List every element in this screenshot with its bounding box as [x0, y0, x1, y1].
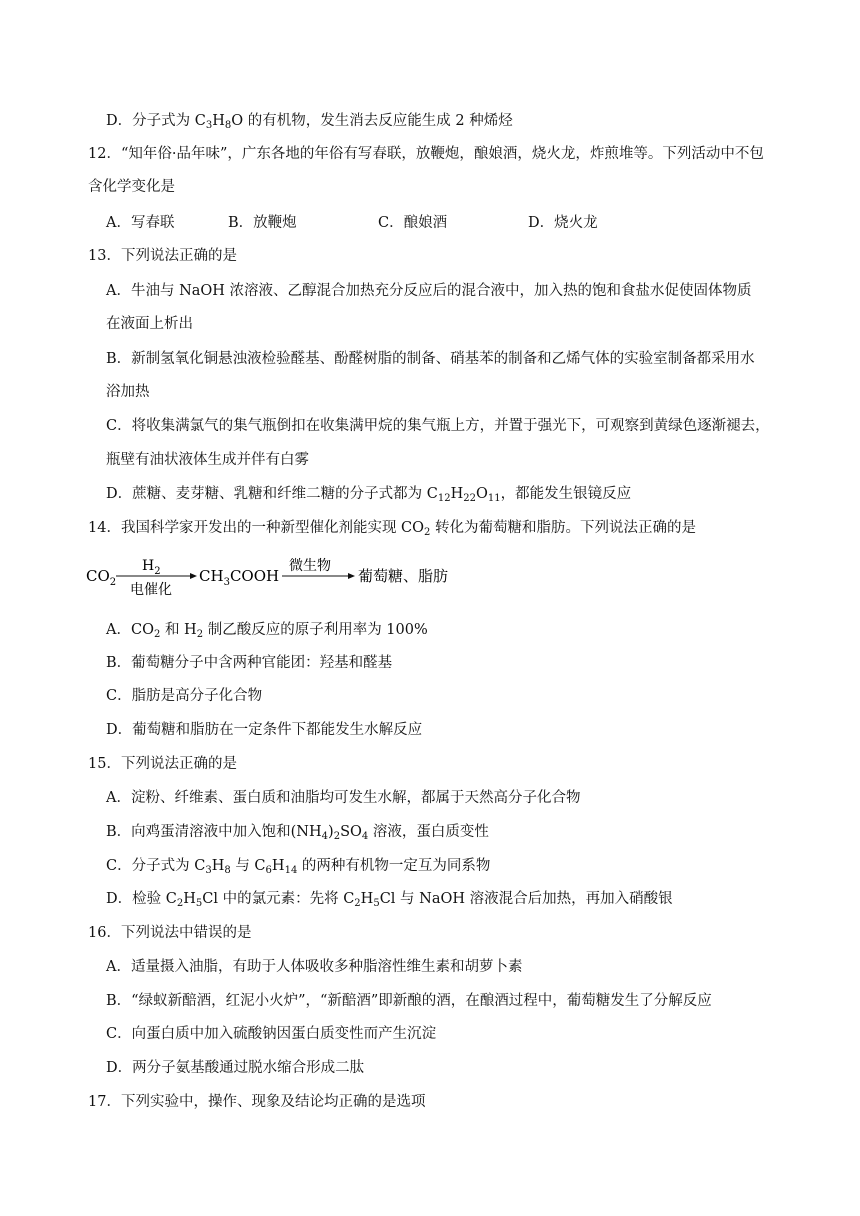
q12-option-a: A．写春联 — [106, 215, 175, 231]
q16-option-c: C．向蛋白质中加入硫酸钠因蛋白质变性而产生沉淀 — [106, 1026, 437, 1042]
q13-option-d: D．蔗糖、麦芽糖、乳糖和纤维二糖的分子式都为 $C_{12}H_{22}O_{11}$，都能发生银镜反应 — [106, 486, 632, 504]
scheme-arrowhead-2 — [348, 573, 355, 579]
q12-stem-line1: 12．“知年俗·品年味”，广东各地的年俗有写春联，放鞭炮，酿娘酒，烧火龙，炸煎堆等。下列活动中不包 — [88, 146, 764, 162]
scheme-reagent-2: 微生物 — [289, 558, 331, 574]
q15-option-c: C．分子式为 $C_3H_8$ 与 $C_6H_{14}$ 的两种有机物一定互为同系物 — [106, 858, 491, 876]
q13-option-a-line2: 在液面上析出 — [106, 316, 193, 332]
q14-option-b: B．葡萄糖分子中含两种官能团：羟基和醛基 — [106, 655, 393, 671]
q13-option-c-line2: 瓶壁有油状液体生成并伴有白雾 — [106, 452, 309, 468]
scheme-condition-1: 电催化 — [130, 582, 172, 598]
q14-stem: 14．我国科学家开发出的一种新型催化剂能实现 $CO_2$ 转化为葡萄糖和脂肪。下列说法正确的是 — [88, 520, 697, 538]
scheme-product: 葡萄糖、脂肪 — [358, 567, 449, 585]
q15-option-d: D．检验 $C_2H_5Cl$ 中的氯元素：先将 $C_2H_5Cl$ 与 NaOH 溶液混合后加热，再加入硝酸银 — [106, 891, 673, 909]
q12-option-c: C．酿娘酒 — [378, 215, 448, 231]
scheme-reagent-1: $H_2$ — [142, 558, 161, 577]
q13-stem: 13．下列说法正确的是 — [88, 248, 237, 264]
q15-option-a: A．淀粉、纤维素、蛋白质和油脂均可发生水解，都属于天然高分子化合物 — [106, 790, 581, 806]
q13-option-b-line1: B．新制氢氧化铜悬浊液检验醛基、酚醛树脂的制备、硝基苯的制备和乙烯气体的实验室制备都采用水 — [106, 351, 755, 367]
q14-option-c: C．脂肪是高分子化合物 — [106, 688, 263, 704]
q14-reaction-scheme — [84, 550, 484, 600]
q16-option-a: A．适量摄入油脂，有助于人体吸收多种脂溶性维生素和胡萝卜素 — [106, 959, 523, 975]
q13-option-a-line1: A．牛油与 NaOH 浓溶液、乙醇混合加热充分反应后的混合液中，加入热的饱和食盐水促使固体物质 — [106, 283, 752, 299]
q12-option-d: D．烧火龙 — [528, 215, 598, 231]
q17-stem: 17．下列实验中，操作、现象及结论均正确的是选项 — [88, 1094, 426, 1110]
q15-stem: 15．下列说法正确的是 — [88, 756, 237, 772]
q12-option-b: B．放鞭炮 — [228, 215, 297, 231]
q14-option-d: D．葡萄糖和脂肪在一定条件下都能发生水解反应 — [106, 722, 423, 738]
q13-option-c-line1: C．将收集满氯气的集气瓶倒扣在收集满甲烷的集气瓶上方，并置于强光下，可观察到黄绿色逐渐褪去， — [106, 418, 770, 434]
q15-option-b: B．向鸡蛋清溶液中加入饱和$(NH_4)_2SO_4$ 溶液，蛋白质变性 — [106, 824, 489, 842]
scheme-arrowhead-1 — [190, 573, 197, 579]
scheme-start: $CO_2$ — [86, 567, 117, 588]
scheme-intermediate: $CH_3COOH$ — [199, 567, 280, 588]
q13-option-b-line2: 浴加热 — [106, 384, 150, 400]
q16-option-b: B．“绿蚁新醅酒，红泥小火炉”，“新醅酒”即新酿的酒，在酿酒过程中，葡萄糖发生了分解反应 — [106, 993, 712, 1009]
q16-option-d: D．两分子氨基酸通过脱水缩合形成二肽 — [106, 1060, 365, 1076]
q14-option-a: A．$CO_2$ 和 $H_2$ 制乙酸反应的原子利用率为 100% — [106, 622, 428, 640]
q12-options — [106, 213, 678, 233]
q16-stem: 16．下列说法中错误的是 — [88, 925, 252, 941]
q12-stem-line2: 含化学变化是 — [88, 179, 175, 195]
q11-option-d: D．分子式为 $C_3H_8O$ 的有机物，发生消去反应能生成 2 种烯烃 — [106, 113, 513, 131]
